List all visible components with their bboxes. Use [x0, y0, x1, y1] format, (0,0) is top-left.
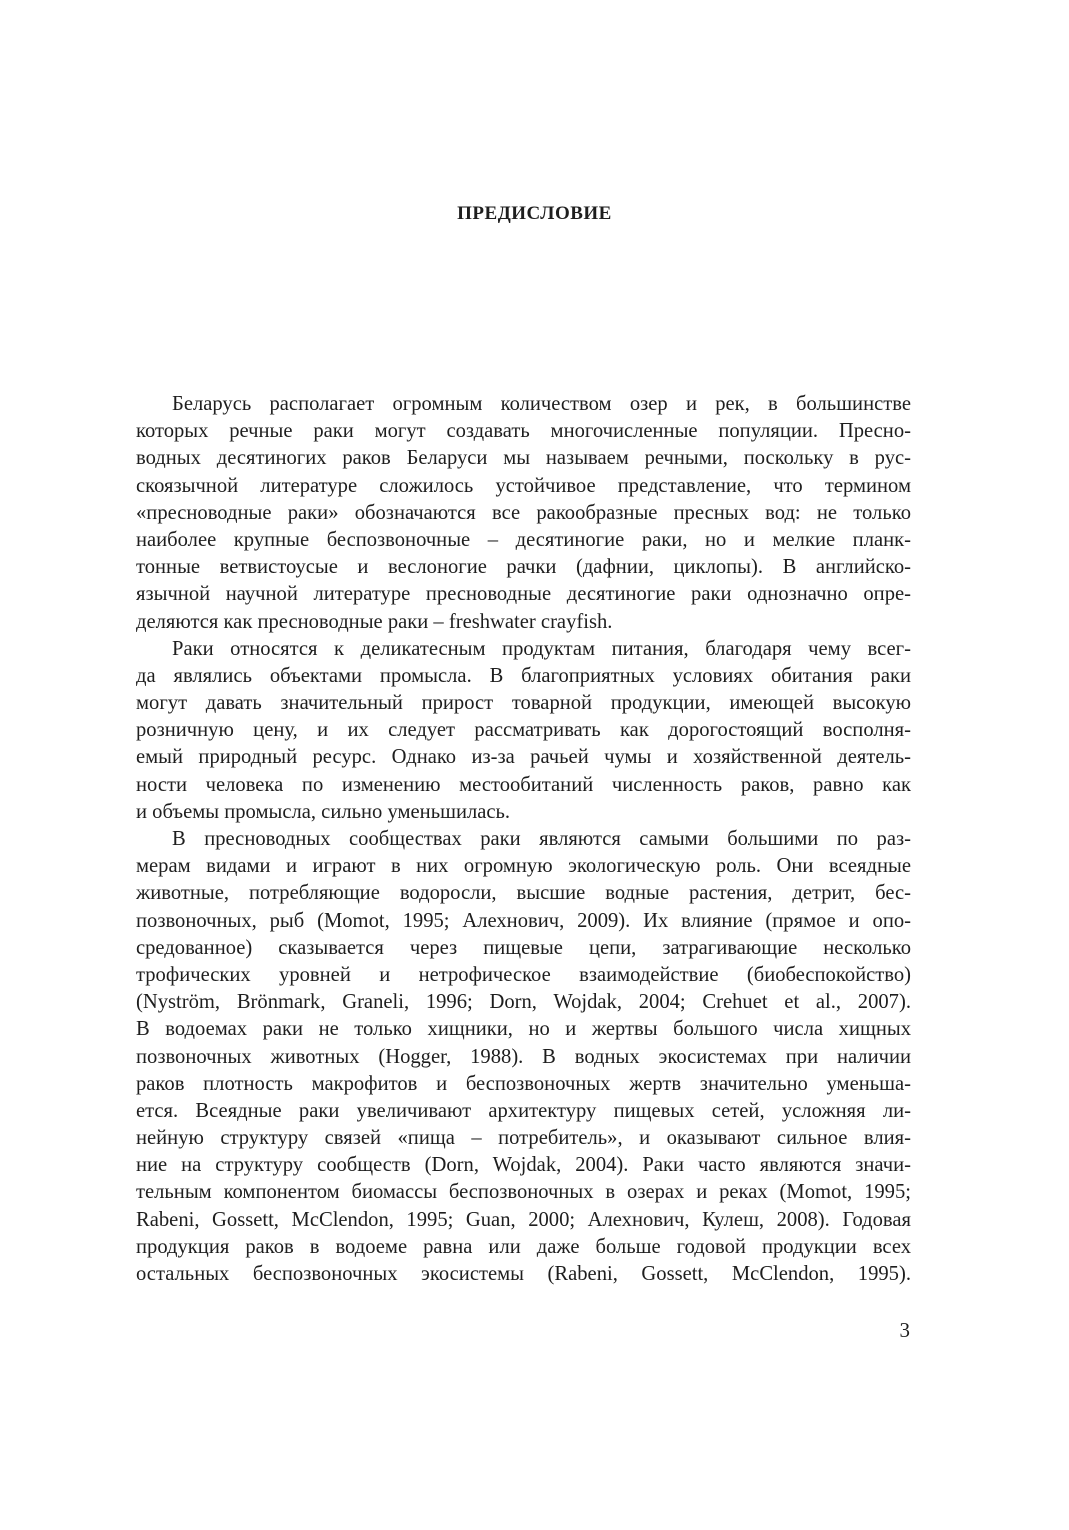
- paragraph-2: [136, 636, 911, 826]
- text-line: могут давать значительный прирост товарной продукции, имеющей высокую: [136, 692, 911, 715]
- text-line: мерам видами и играют в них огромную экологическую роль. Они всеядные: [136, 855, 911, 878]
- text-line: остальных беспозвоночных экосистемы (Rabeni, Gossett, McClendon, 1995).: [136, 1263, 911, 1285]
- page-number: 3: [899, 1318, 910, 1342]
- text-line: средованное) сказывается через пищевые цепи, затрагивающие несколько: [136, 936, 911, 959]
- text-line: позвоночных животных (Hogger, 1988). В водных экосистемах при наличии: [136, 1045, 911, 1068]
- paragraph-3: [136, 826, 911, 1288]
- text-line: «пресноводные раки» обозначаются все ракообразные пресных вод: не только: [136, 501, 911, 524]
- text-line: водных десятиногих раков Беларуси мы называем речными, поскольку в рус-: [136, 447, 911, 470]
- text-line: язычной научной литературе пресноводные десятиногие раки однозначно опре-: [136, 583, 911, 606]
- page-title: ПРЕДИСЛОВИЕ: [457, 203, 612, 224]
- text-line: да являлись объектами промысла. В благоприятных условиях обитания раки: [136, 664, 911, 687]
- text-line: деляются как пресноводные раки – freshwater crayfish.: [136, 610, 613, 633]
- text-line: ности человека по изменению местообитаний численность раков, равно как: [136, 773, 911, 796]
- text-line: позвоночных, рыб (Momot, 1995; Алехнович, 2009). Их влияние (прямое и опо-: [136, 909, 911, 932]
- text-line: В пресноводных сообществах раки являются самыми большими по раз-: [172, 828, 911, 850]
- text-line: трофических уровней и нетрофическое взаимодействие (биобеспокойство): [136, 963, 911, 986]
- paragraph-1: [136, 391, 911, 636]
- text-line: которых речные раки могут создавать многочисленные популяции. Пресно-: [136, 420, 911, 443]
- text-line: и объемы промысла, сильно уменьшилась.: [136, 800, 511, 823]
- text-line: тельным компонентом биомассы беспозвоночных в озерах и реках (Momot, 1995;: [136, 1181, 911, 1204]
- text-line: Беларусь располагает огромным количеством озер и рек, в большинстве: [172, 393, 911, 415]
- text-line: нейную структуру связей «пища – потребитель», и оказывают сильное влия-: [136, 1127, 911, 1150]
- body-text: [136, 391, 911, 1288]
- text-line: продукция раков в водоеме равна или даже больше годовой продукции всех: [136, 1235, 911, 1258]
- text-line: (Nyström, Brönmark, Graneli, 1996; Dorn, Wojdak, 2004; Crehuet et al., 2007).: [136, 991, 911, 1014]
- text-line: Rabeni, Gossett, McClendon, 1995; Guan, 2000; Алехнович, Кулеш, 2008). Годовая: [136, 1208, 911, 1231]
- text-line: емый природный ресурс. Однако из-за рачьей чумы и хозяйственной деятель-: [136, 746, 911, 769]
- text-line: скоязычной литературе сложилось устойчивое представление, что термином: [136, 474, 911, 497]
- text-line: В водоемах раки не только хищники, но и жертвы большого числа хищных: [136, 1018, 911, 1041]
- text-line: ние на структуру сообществ (Dorn, Wojdak, 2004). Раки часто являются значи-: [136, 1154, 911, 1177]
- text-line: розничную цену, и их следует рассматривать как дорогостоящий восполня-: [136, 719, 911, 742]
- text-line: Раки относятся к деликатесным продуктам питания, благодаря чему всег-: [172, 637, 911, 660]
- text-line: наиболее крупные беспозвоночные – десятиногие раки, но и мелкие планк-: [136, 528, 911, 551]
- text-line: ется. Всеядные раки увеличивают архитектуру пищевых сетей, усложняя ли-: [136, 1099, 911, 1122]
- text-line: тонные ветвистоусые и веслоногие рачки (дафнии, циклопы). В английско-: [136, 556, 911, 579]
- text-line: животные, потребляющие водоросли, высшие водные растения, детрит, бес-: [136, 882, 911, 905]
- text-line: раков плотность макрофитов и беспозвоночных жертв значительно уменьша-: [136, 1072, 911, 1095]
